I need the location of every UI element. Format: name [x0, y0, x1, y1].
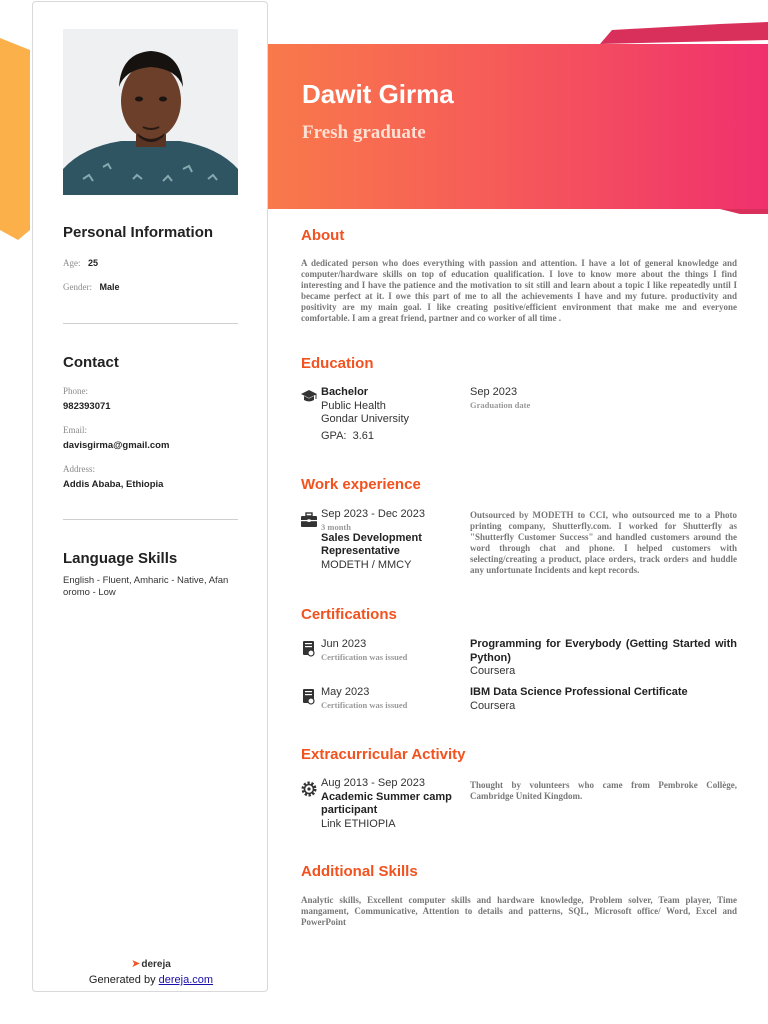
side-ribbon [0, 38, 30, 240]
about-text: A dedicated person who does everything with passion and attention. I have a lot of general knowledge and computer/hardware skills on top of education qualification. I love to know more about the things I find interesting and I have the patience and the motivation to sit still and learn about a topic I like repeatedly until I became perfect at it. I owe this part of me to all the achievements I have and my future. productivity and positivity are my main goal. I like creating positive/efficient environment that make me and everyone comfortable. I am a great friend, partner and co worker of all time . [301, 258, 737, 323]
gpa-row [321, 430, 466, 444]
gpa-label: GPA: [321, 429, 347, 442]
age-row [63, 258, 98, 268]
personal-info-heading: Personal Information [63, 224, 214, 241]
banner-accent [600, 22, 768, 44]
briefcase-icon [300, 511, 318, 529]
gender-row [63, 282, 120, 292]
extracurricular-org: Link ETHIOPIA [321, 817, 396, 830]
divider [63, 519, 238, 520]
divider [63, 323, 238, 324]
phone-label: Phone: [63, 386, 89, 396]
education-date [470, 386, 737, 410]
contact-heading: Contact [63, 354, 119, 371]
age-value: 25 [88, 258, 99, 268]
work-description: Outsourced by MODETH to CCI, who outsourced me to a Photo printing company, Shutterfly.com. I worked for Shutterfly as "Shutterfly Customer Success" and handled customers around the word through chat and phone. I helped customers with selecting/creating a product, place orders, track orders and huddle any unfortunate Incidents and kept records. [470, 510, 737, 575]
work-dates: Sep 2023 - Dec 2023 [321, 508, 425, 520]
candidate-name: Dawit Girma [302, 79, 454, 109]
extracurricular-description: Thought by volunteers who came from Pembroke Collège, Cambridge United Kingdom. [470, 780, 737, 801]
graduation-date: Sep 2023 [470, 386, 518, 398]
address-value: Addis Ababa, Ethiopia [63, 479, 164, 490]
extracurricular-role: Academic Summer camp participant [321, 790, 452, 816]
banner-bottom-accent [720, 209, 768, 214]
certification-date: May 2023 [321, 686, 370, 698]
language-heading: Language Skills [63, 550, 178, 567]
phone-value: 982393071 [63, 401, 111, 412]
address-label: Address: [63, 464, 95, 474]
graduation-date-label: Graduation date [470, 399, 531, 410]
certification-status: Certification was issued [321, 651, 408, 662]
work-role: Sales Development Representative [321, 531, 422, 557]
email-label: Email: [63, 425, 87, 435]
school: Gondar University [321, 413, 410, 425]
gear-icon [300, 780, 318, 798]
dereja-logo-text: dereja [141, 959, 171, 970]
profile-photo [63, 29, 238, 195]
certification-item [321, 638, 466, 662]
about-heading: About [301, 227, 345, 244]
work-heading: Work experience [301, 476, 421, 493]
dereja-logo [33, 957, 269, 970]
gpa-value: 3.61 [352, 429, 375, 442]
work-duration: 3 month [321, 521, 351, 532]
skills-heading: Additional Skills [301, 863, 418, 880]
degree: Bachelor [321, 386, 369, 398]
work-company: MODETH / MMCY [321, 558, 412, 571]
generated-by [33, 974, 269, 986]
dereja-link[interactable]: dereja.com [158, 974, 214, 986]
certification-date: Jun 2023 [321, 638, 367, 650]
field: Public Health [321, 399, 386, 412]
certification-details [470, 686, 737, 713]
work-entry [321, 508, 466, 572]
age-label: Age: [63, 258, 81, 268]
extracurricular-heading: Extracurricular Activity [301, 746, 466, 763]
certification-status: Certification was issued [321, 699, 408, 710]
gender-label: Gender: [63, 282, 92, 292]
certification-issuer: Coursera [470, 699, 516, 712]
education-heading: Education [301, 355, 374, 372]
generated-by-text: Generated by [88, 974, 156, 986]
certification-item [321, 686, 466, 710]
certification-issuer: Coursera [470, 665, 516, 677]
certificate-icon [300, 688, 318, 706]
sidebar-card [32, 1, 268, 992]
extracurricular-dates: Aug 2013 - Sep 2023 [321, 777, 425, 789]
certification-details [470, 638, 737, 679]
education-entry [321, 386, 466, 443]
certifications-heading: Certifications [301, 606, 397, 623]
language-text: English - Fluent, Amharic - Native, Afan oromo - Low [63, 575, 229, 598]
extracurricular-entry [321, 777, 466, 831]
skills-text: Analytic skills, Excellent computer skills and hardware knowledge, Problem solver, Team player, Time mangament, Communicative, Attention to details and patterns, SQL, Microsoft office/ Word, Excel and PowerPoint [301, 895, 737, 927]
dereja-logo-icon: ➤ [131, 958, 141, 970]
certification-title: Programming for Everybody (Getting Started with Python) [470, 638, 737, 664]
graduation-cap-icon [300, 387, 318, 405]
email-value: davisgirma@gmail.com [63, 440, 170, 451]
certificate-icon [300, 640, 318, 658]
candidate-title: Fresh graduate [302, 122, 426, 143]
gender-value: Male [99, 282, 120, 292]
certification-title: IBM Data Science Professional Certificate [470, 686, 688, 698]
